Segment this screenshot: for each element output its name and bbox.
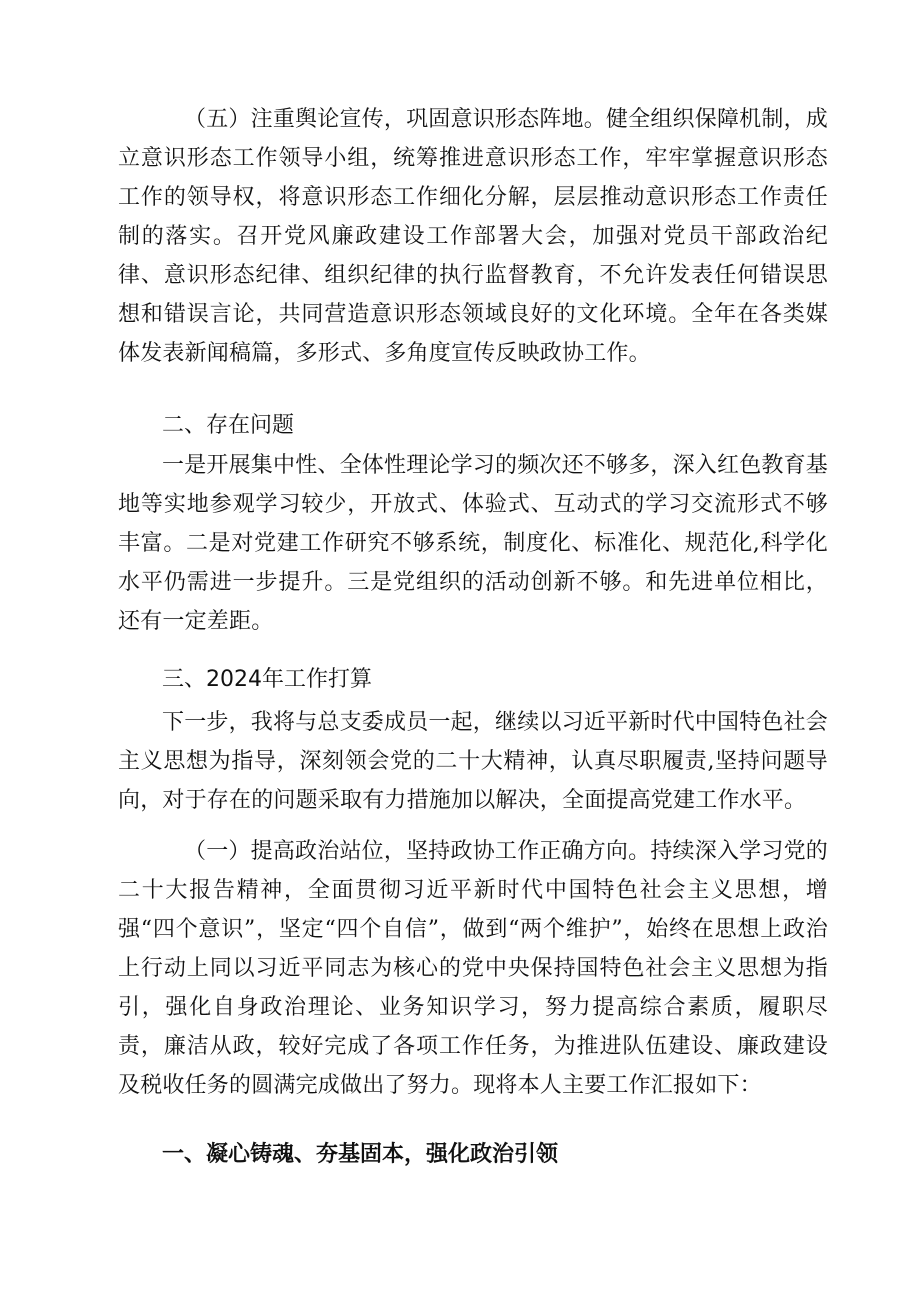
- paragraph-problems: 一是开展集中性、全体性理论学习的频次还不够多，深入红色教育基地等实地参观学习较少，开放式、体验式、互动式的学习交流形式不够丰富。二是对党建工作研究不够系统，制度化、标准化、规范化,科学化水平仍需进一步提升。三是党组织的活动创新不够。和先进单位相比，还有一定差距。: [118, 453, 829, 634]
- paragraph-political-stance: （一）提高政治站位，坚持政协工作正确方向。持续深入学习党的二十大报告精神，全面贯彻习近平新时代中国特色社会主义思想，增强“四个意识”，坚定“四个自信”，做到“两个维护”，始终在思想上政治上行动上同以习近平同志为核心的党中央保持国特色社会主义思想为指引，强化自身政治理论、业务知识学习，努力提高综合素质，履职尽责，廉洁从政，较好完成了各项工作任务，为推进队伍建设、廉政建设及税收任务的圆满完成做出了努力。现将本人主要工作汇报如下：: [118, 839, 828, 1098]
- heading-work-plan-2024: 三、2024年工作打算: [162, 667, 372, 692]
- heading-political-leadership: 一、凝心铸魂、夯基固本，强化政治引领: [162, 1142, 559, 1167]
- paragraph-public-opinion: （五）注重舆论宣传，巩固意识形态阵地。健全组织保障机制，成立意识形态工作领导小组，统筹推进意识形态工作，牢牢掌握意识形态工作的领导权，将意识形态工作细化分解，层层推动意识形态工作责任制的落实。召开党风廉政建设工作部署大会，加强对党员干部政治纪律、意识形态纪律、组织纪律的执行监督教育，不允许发表任何错误思想和错误言论，共同营造意识形态领域良好的文化环境。全年在各类媒体发表新闻稿篇，多形式、多角度宣传反映政协工作。: [118, 107, 828, 366]
- paragraph-next-steps: 下一步，我将与总支委成员一起，继续以习近平新时代中国特色社会主义思想为指导，深刻领会党的二十大精神，认真尽职履责,坚持问题导向，对于存在的问题采取有力措施加以解决，全面提高党建工作水平。: [118, 710, 829, 813]
- heading-existing-problems: 二、存在问题: [162, 413, 295, 438]
